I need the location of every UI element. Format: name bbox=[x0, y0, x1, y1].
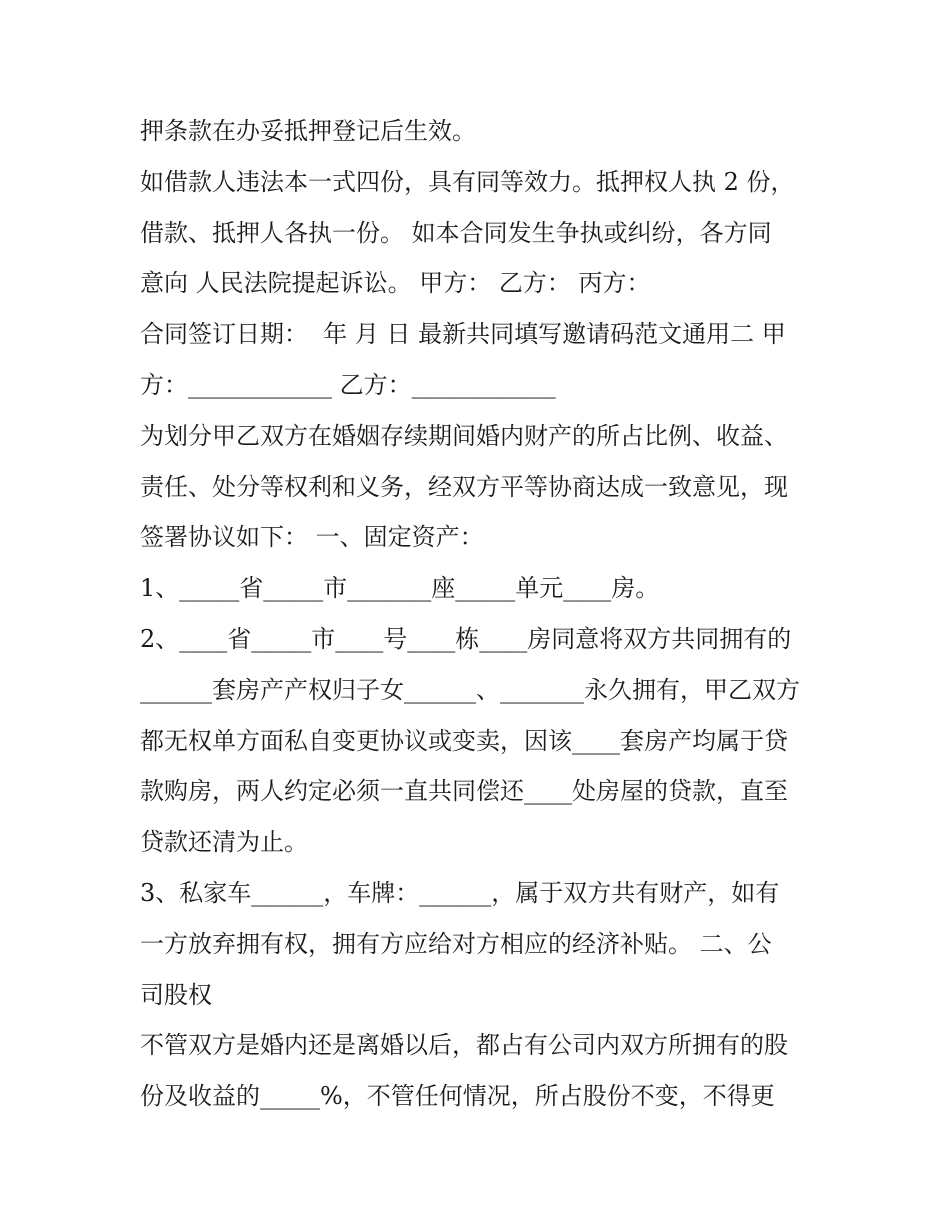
text-line: 借款、抵押人各执一份。 如本合同发生争执或纠纷，各方同 bbox=[140, 218, 772, 247]
text-line: 贷款还清为止。 bbox=[140, 828, 308, 857]
text-line: ______套房产产权归子女______、_______永久拥有，甲乙双方 bbox=[140, 675, 800, 704]
text-line: 都无权单方面私自变更协议或变卖，因该____套房产均属于贷 bbox=[140, 726, 788, 755]
text-line: 份及收益的_____%，不管任何情况，所占股份不变，不得更 bbox=[140, 1082, 775, 1111]
text-line: 责任、处分等权利和义务，经双方平等协商达成一致意见，现 bbox=[140, 472, 788, 501]
text-line: 司股权 bbox=[140, 980, 212, 1009]
text-line: 签署协议如下： 一、固定资产： bbox=[140, 523, 484, 552]
text-line: 为划分甲乙双方在婚姻存续期间婚内财产的所占比例、收益、 bbox=[140, 421, 788, 450]
text-line: 押条款在办妥抵押登记后生效。 bbox=[140, 117, 476, 145]
text-line: 2、____省_____市____号____栋____房同意将双方共同拥有的 bbox=[140, 624, 792, 653]
text-line: 合同签订日期： 年 月 日 最新共同填写邀请码范文通用二 甲 bbox=[140, 320, 786, 349]
text-line: 如借款人违法本一式四份，具有同等效力。抵押权人执 2 份， bbox=[140, 167, 795, 196]
text-line: 1、_____省_____市_______座_____单元____房。 bbox=[140, 574, 660, 603]
text-line: 3、私家车______，车牌：______，属于双方共有财产，如有 bbox=[140, 878, 780, 907]
text-line: 方：____________ 乙方：____________ bbox=[140, 370, 556, 399]
text-line: 款购房，两人约定必须一直共同偿还____处房屋的贷款，直至 bbox=[140, 777, 788, 806]
text-line: 不管双方是婚内还是离婚以后，都占有公司内双方所拥有的股 bbox=[140, 1031, 788, 1060]
text-line: 一方放弃拥有权，拥有方应给对方相应的经济补贴。 二、公 bbox=[140, 929, 772, 958]
text-line: 意向 人民法院提起诉讼。 甲方： 乙方： 丙方： bbox=[140, 269, 651, 298]
document-body bbox=[140, 106, 820, 1122]
